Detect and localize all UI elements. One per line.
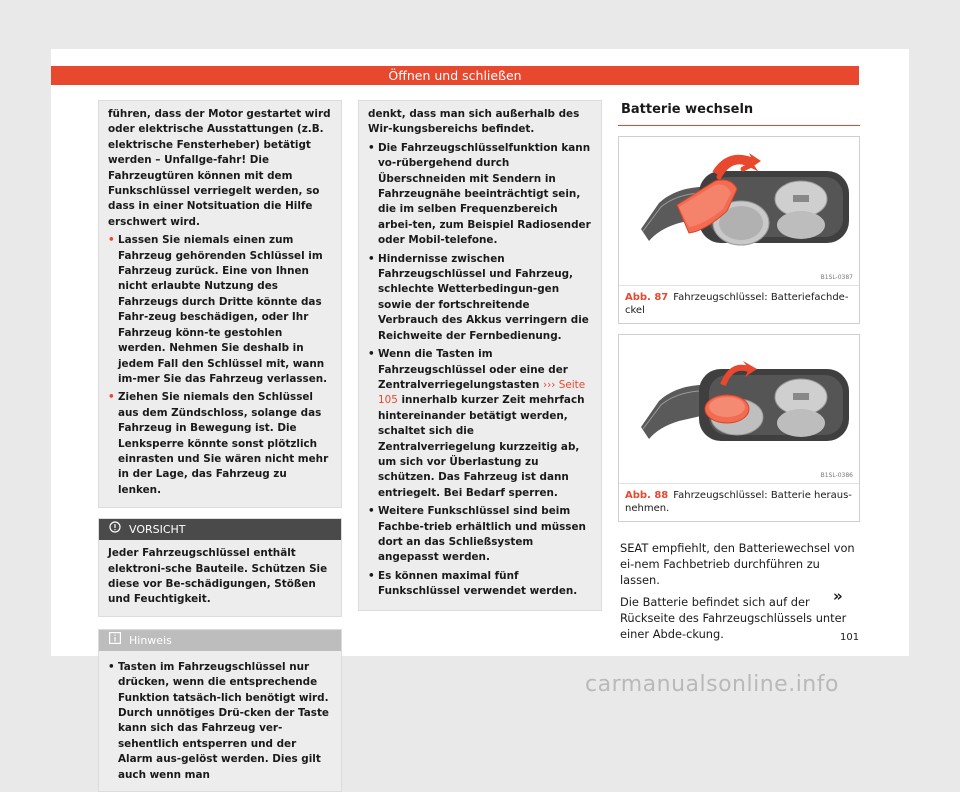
warning-bullet-text: Ziehen Sie niemals den Schlüssel aus dem Zündschloss, solange das Fahrzeug in Bewegung ist. Die Lenksperre könnte sonst plötzlich einrasten und Sie wären nicht mehr in der Lage, das Fahrzeug zu lenken. <box>118 391 329 496</box>
key-battery-removal-image <box>619 335 859 483</box>
note-text: Tasten im Fahrzeugschlüssel nur drücken, wenn die entsprechende Funktion tatsäch-lich benötigt wird. Durch unnötiges Drü-cken der Taste kann sich das Fahrzeug ver-sehentlich entsperren und der Alarm aus-gelöst werden. Dies gilt auch wenn man <box>118 660 329 781</box>
column-1 <box>98 100 342 792</box>
figure-code: B1SL-0386 <box>820 472 853 479</box>
note-box <box>98 629 342 792</box>
caution-body <box>99 540 341 616</box>
warning-bullet <box>368 347 592 501</box>
bullet-dot-icon: • <box>108 234 115 247</box>
figure-label: Abb. 88 <box>625 490 669 501</box>
warning-bullet <box>108 233 332 387</box>
caution-circle-icon <box>109 519 121 540</box>
figure-caption-text: Fahrzeugschlüssel: Batterie heraus-nehmen. <box>625 490 852 514</box>
body-paragraph: SEAT empfiehlt, den Batteriewechsel von ei-nem Fachbetrieb durchführen zu lassen. <box>620 541 855 587</box>
figure-code: B1SL-0387 <box>820 274 853 281</box>
warning-bullet-text: Weitere Funkschlüssel sind beim Fachbe-trieb erhältlich und müssen dort an das Schließsystem angepasst werden. <box>378 505 586 564</box>
figure-caption <box>619 285 859 323</box>
figure-88 <box>618 334 860 522</box>
warning-intro-text-2: denkt, dass man sich außerhalb des Wir-kungsbereichs befindet. <box>368 108 580 136</box>
bullet-text-pre: Wenn die Tasten im Fahrzeugschlüssel oder eine der Zentralverriegelungstasten <box>378 348 568 391</box>
note-bullet <box>108 660 332 783</box>
bullet-dot-icon: • <box>368 141 375 154</box>
continue-arrow-icon: » <box>833 587 843 605</box>
info-icon <box>109 630 121 651</box>
warning-intro-text: führen, dass der Motor gestartet wird oder elektrische Ausstattungen (z.B. elektrische Fensterheber) betätigt werden – Unfallge-fahr! Die Fahrzeugtüren können mit dem Funkschlüssel verriegelt werden, so dass in einer Notsituation die Hilfe erschwert wird. <box>108 108 331 228</box>
warning-bullet-text: Die Fahrzeugschlüsselfunktion kann vo-rübergehend durch Überschneiden mit Sendern in Fahrzeugnähe beeinträchtigt sein, die im selben Frequenzbereich arbei-ten, zum Beispiel Radiosender oder Mobil-telefone. <box>378 141 591 247</box>
caution-box <box>98 518 342 617</box>
column-2 <box>358 100 602 611</box>
section-title: Batterie wechseln <box>618 100 860 126</box>
warning-bullet <box>368 504 592 566</box>
warning-continued-box <box>98 100 342 508</box>
note-body <box>99 651 341 791</box>
figure-caption-text: Fahrzeugschlüssel: Batteriefachde-ckel <box>625 292 849 316</box>
bullet-dot-icon: • <box>368 348 375 361</box>
warning-bullet-text: Es können maximal fünf Funkschlüssel verwendet werden. <box>378 569 578 598</box>
caution-text: Jeder Fahrzeugschlüssel enthält elektroni-sche Bauteile. Schützen Sie diese vor Be-schädigungen, Stößen und Feuchtigkeit. <box>108 547 328 606</box>
page-reference-link[interactable]: ››› Seite 105 <box>378 378 586 407</box>
caution-header <box>99 519 341 540</box>
key-battery-cover-image <box>619 137 859 285</box>
warning-bullet-text <box>378 347 592 501</box>
figure-label: Abb. 87 <box>625 292 669 303</box>
column-3 <box>618 100 860 648</box>
note-header <box>99 630 341 651</box>
bullet-dot-icon: • <box>368 252 375 265</box>
bullet-text-post: innerhalb kurzer Zeit mehrfach hintereinander betätigt werden, schaltet sich die Zentralverriegelung kurzzeitig ab, um sich vor Überlastung zu schützen. Das Fahrzeug ist dann entriegelt. Bei Bedarf sperren. <box>378 394 585 499</box>
caution-title: VORSICHT <box>129 523 186 537</box>
warning-bullet-text: Lassen Sie niemals einen zum Fahrzeug gehörenden Schlüssel im Fahrzeug zurück. Eine von Ihnen nicht erlaubte Nutzung des Fahrzeugs durch Dritte könnte das Fahr-zeug beschädigen, oder Ihr Fahrzeug könn-te gestohlen werden. Nehmen Sie deshalb in jedem Fall den Schlüssel mit, wann im-mer Sie das Fahrzeug verlassen. <box>118 234 328 385</box>
warning-bullet <box>108 390 332 498</box>
bullet-dot-icon: • <box>108 660 115 673</box>
page-number: 101 <box>840 632 860 643</box>
bullet-dot-icon: • <box>368 569 375 582</box>
watermark: carmanualsonline.info <box>585 672 839 697</box>
note-title: Hinweis <box>129 633 172 647</box>
warning-bullet-text: Hindernisse zwischen Fahrzeugschlüssel und Fahrzeug, schlechte Wetterbedingun-gen sowie der fortschreitende Verbrauch des Akkus verringern die Reichweite der Fernbedienung. <box>378 252 589 342</box>
warning-bullet <box>368 569 592 600</box>
warning-bullet <box>368 141 592 249</box>
warning-continued-box-2 <box>358 100 602 611</box>
page-header: Öffnen und schließen <box>51 66 859 85</box>
bullet-dot-icon: • <box>108 391 115 404</box>
body-paragraph: Die Batterie befindet sich auf der Rückseite des Fahrzeugschlüssels unter einer Abde-ckung. <box>620 595 847 641</box>
figure-caption <box>619 483 859 521</box>
bullet-dot-icon: • <box>368 505 375 518</box>
figure-87 <box>618 136 860 324</box>
warning-bullet <box>368 252 592 344</box>
